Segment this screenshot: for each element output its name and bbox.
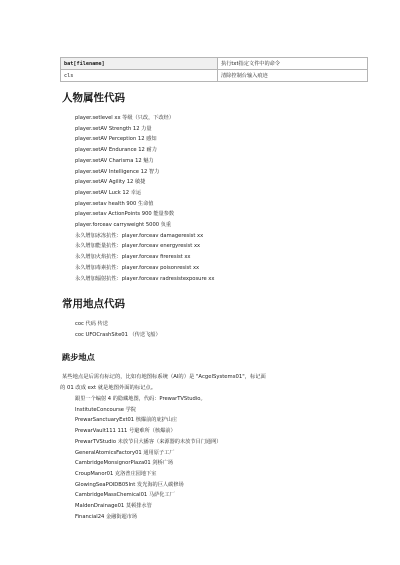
list-item: CambridgeMassChemical01 马萨化工厂 — [75, 492, 175, 499]
table-cell-command: bat[filename] — [61, 58, 218, 70]
list-item: player.setlevel xx 等级（只改，下改经） — [75, 115, 175, 121]
list-item: player.setAV Charisma 12 魅力 — [75, 157, 154, 164]
intro-line: 的 01 改成 ext 就是地图外面的标记点。 — [60, 385, 157, 392]
list-item: player.setav health 900 生命值 — [75, 200, 154, 207]
list-item: player.setAV Strength 12 力量 — [75, 125, 152, 132]
list-item: player.setAV Agility 12 敏捷 — [75, 179, 146, 186]
section-heading-jump-points: 跳步地点 — [62, 352, 95, 362]
list-item: player.setAV Perception 12 感知 — [75, 136, 157, 143]
table-cell-description: 执行txt指定文件中的命令 — [218, 58, 368, 70]
jump-point-list — [75, 394, 221, 522]
list-item: 跟里一个编射 4 的隐藏地图，代码：PrewarTVStudio。 — [75, 396, 206, 402]
list-item: player.setAV Endurance 12 耐力 — [75, 147, 157, 154]
command-table — [60, 57, 368, 82]
list-item: PrewarTVStudio 未放节目大播客（来源器的未放节目门通网） — [75, 438, 222, 445]
section-heading-attributes: 人物属性代码 — [62, 92, 125, 104]
list-item: 永久增加火焰抗性：player.forceav fireresist xx — [75, 254, 191, 261]
table-cell-command: cls — [61, 70, 218, 82]
table-row — [61, 70, 368, 82]
list-item: InstituteConcourse 学院 — [75, 406, 136, 413]
intro-line: 某些地点是后需有标记的，比如有地图标系统（AI的）是 "AcgelSystems01"，标记面 — [62, 374, 266, 380]
list-item: PrewarSanctuaryExt01 核爆前的庇护山庄 — [75, 417, 178, 424]
list-item: 永久增加辐射抗性：player.forceav radresistexposure xx — [75, 275, 215, 282]
list-item: player.setAV Luck 12 幸运 — [75, 189, 142, 196]
list-item: GeneralAtomicsFactory01 通用原子工厂 — [75, 449, 175, 456]
list-item: CambridgeMonsignorPlaza01 剑桥广场 — [75, 460, 174, 467]
list-item: player.setAV Intelligence 12 智力 — [75, 168, 160, 175]
section-heading-locations: 常用地点代码 — [62, 298, 125, 310]
list-item: CroupManor01 克洛普庄园地下室 — [75, 470, 157, 477]
table-row — [61, 58, 368, 70]
list-item: coc UFOCrashSite01 （传送飞船） — [75, 331, 161, 338]
location-code-list — [75, 319, 161, 340]
list-item: PrewarVault111 111 号避难所（核爆前） — [75, 428, 176, 435]
list-item: GlowingSeaPOIDB05Int 发光海的巨人碳修场 — [75, 481, 184, 488]
jump-points-intro — [62, 372, 362, 394]
list-item: coc 代码 传送 — [75, 321, 108, 327]
list-item: 永久增加毒素抗性：player.forceav poisonresist xx — [75, 264, 200, 271]
list-item: player.forceav carryweight 5000 负重 — [75, 222, 172, 229]
attribute-code-list — [75, 113, 214, 284]
list-item: Financial24 金融街超市场 — [75, 513, 138, 520]
list-item: MaldenDrainage01 莫顿排水管 — [75, 503, 152, 510]
list-item: player.setav ActionPoints 900 能量参数 — [75, 211, 175, 218]
list-item: 永久增加能量抗性：player.forceav energyresist xx — [75, 243, 201, 250]
table-cell-description: 清除控制台输入痕迹 — [218, 70, 368, 82]
list-item: 永久增加冰冻抗性：player.forceav damageresist xx — [75, 232, 204, 239]
